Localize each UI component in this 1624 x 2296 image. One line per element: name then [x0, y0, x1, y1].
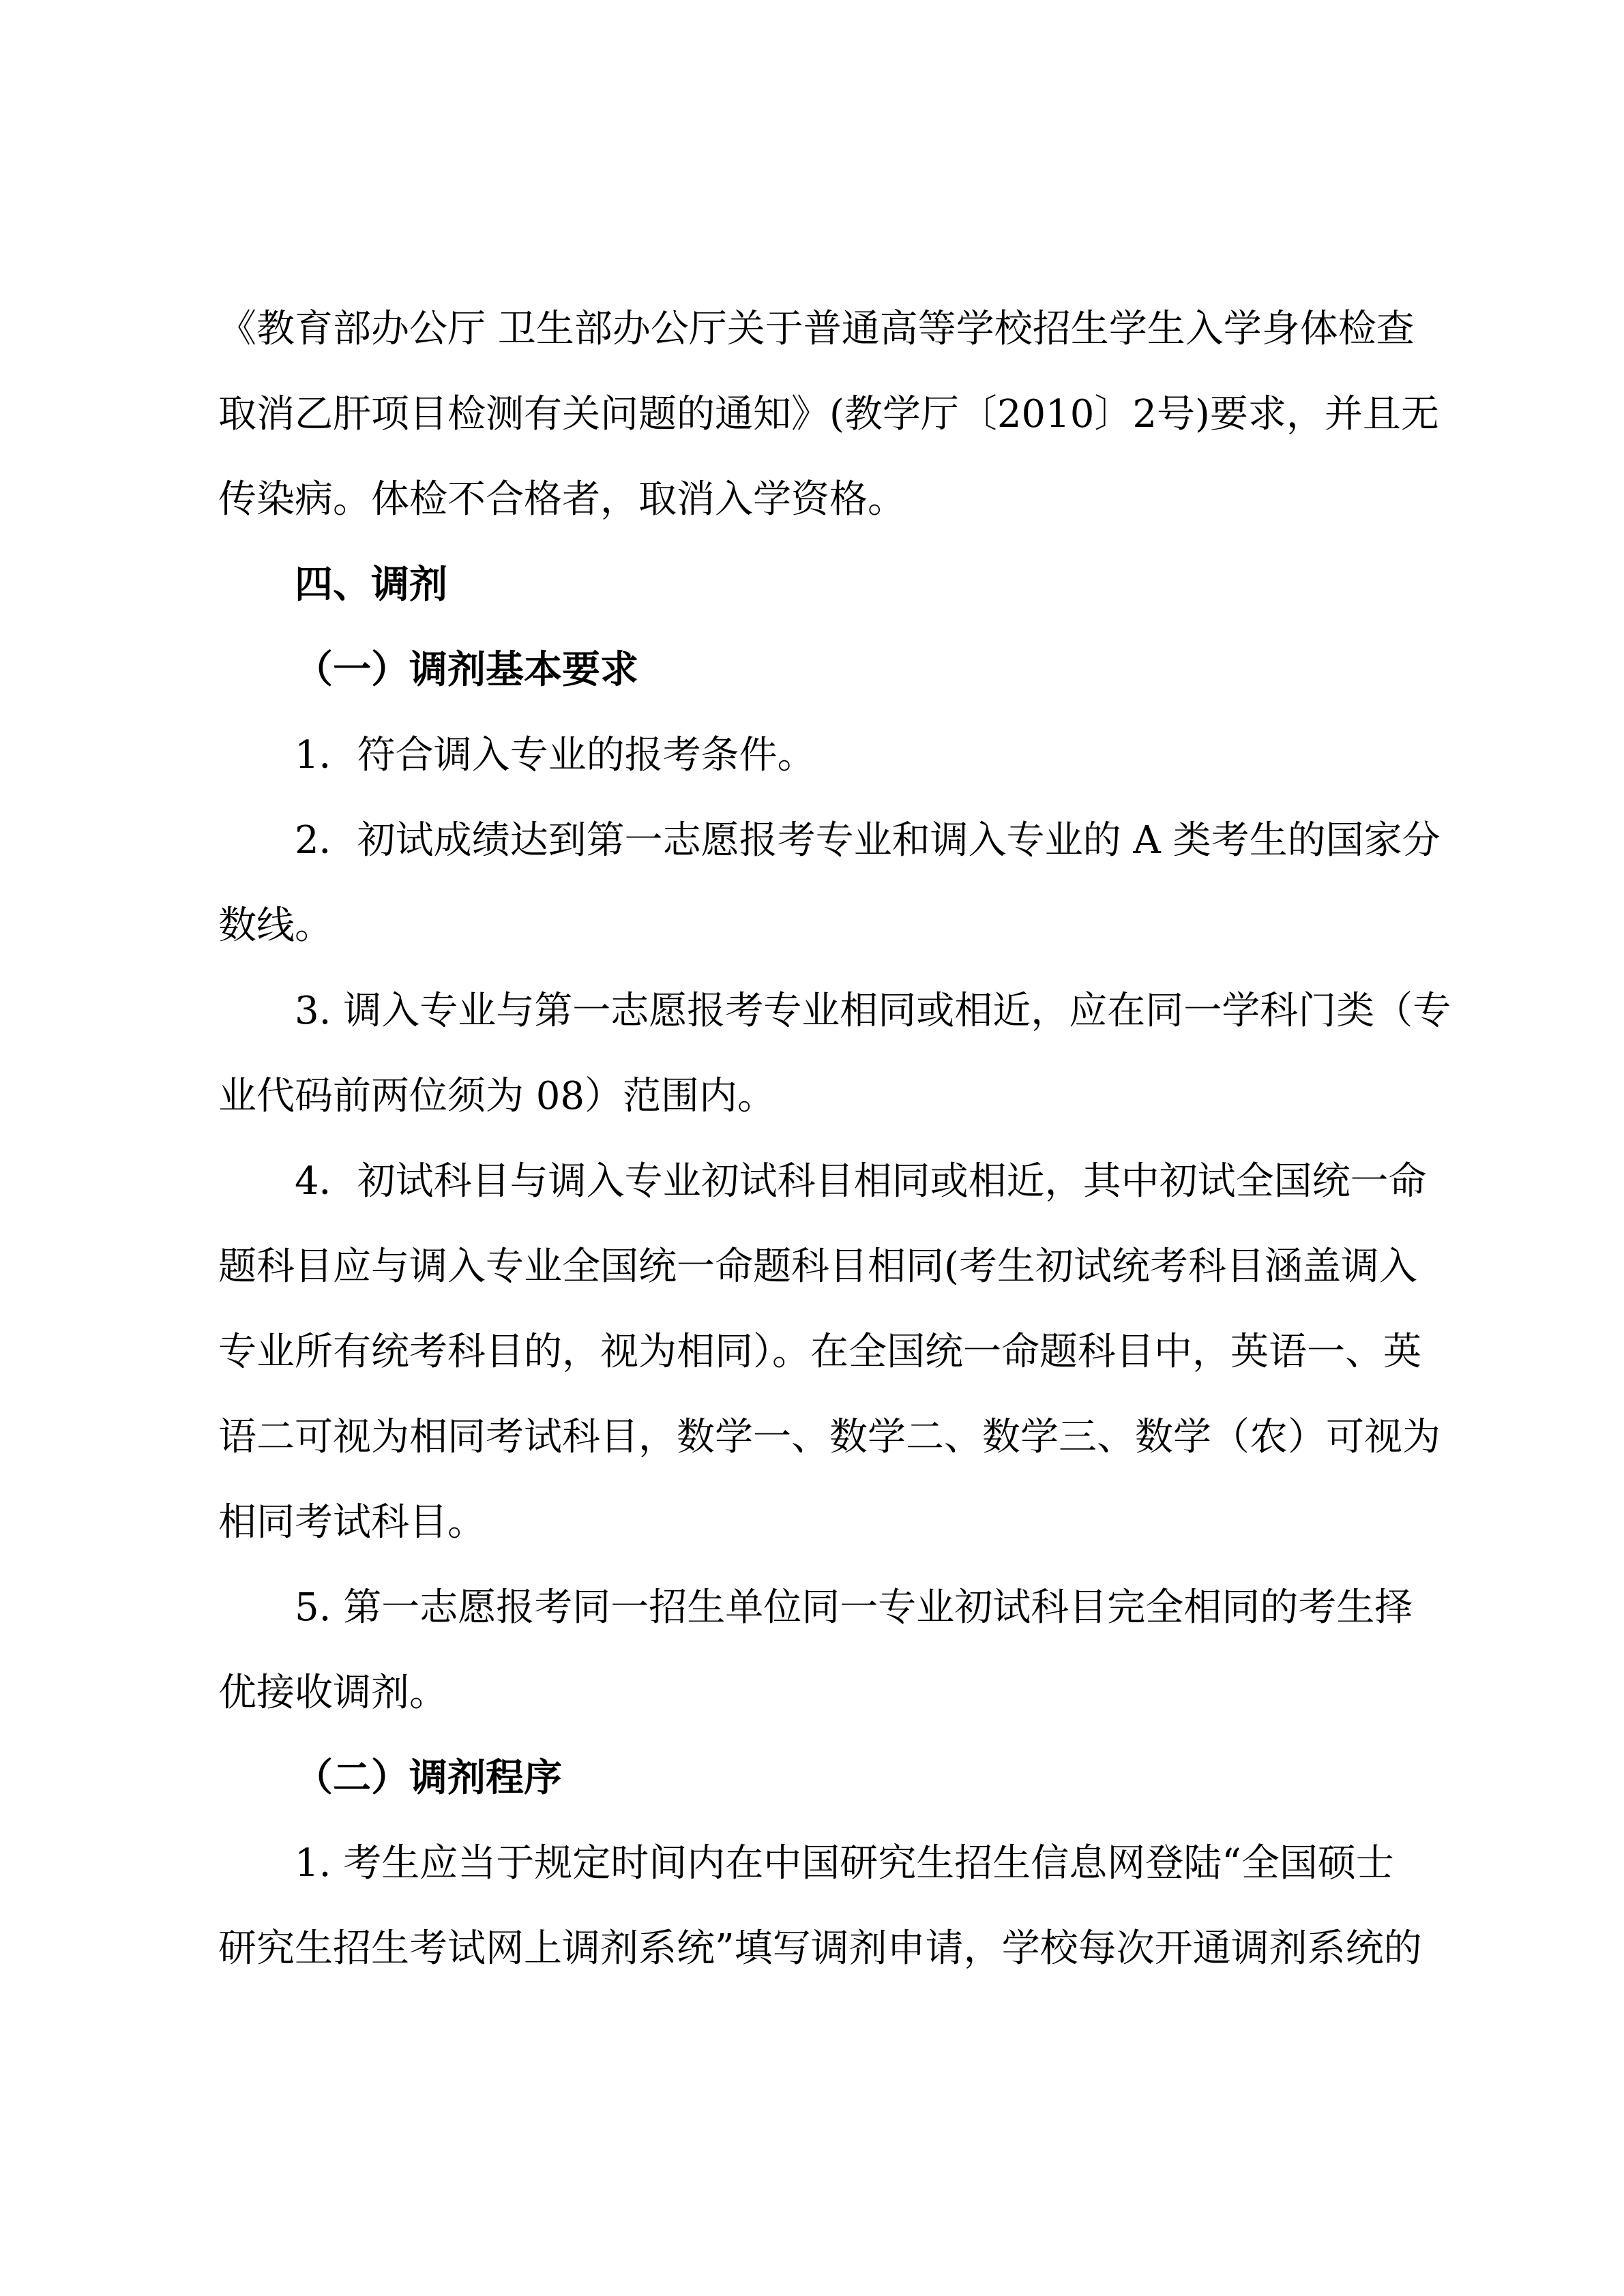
- list-item-line: 1．符合调入专业的报考条件。: [295, 733, 816, 777]
- body-line: 取消乙肝项目检测有关问题的通知》(教学厅〔2010〕2号)要求，并且无: [218, 392, 1439, 436]
- body-line: 优接收调剂。: [218, 1671, 447, 1715]
- list-item-line: 1. 考生应当于规定时间内在中国研究生招生信息网登陆“全国硕士: [295, 1841, 1394, 1885]
- list-item-line: 2．初试成绩达到第一志愿报考专业和调入专业的 A 类考生的国家分: [295, 818, 1441, 863]
- list-item-line: 4．初试科目与调入专业初试科目相同或相近，其中初试全国统一命: [295, 1159, 1427, 1204]
- subsection-heading: （一）调剂基本要求: [295, 647, 638, 692]
- body-line: 《教育部办公厅 卫生部办公厅关于普通高等学校招生学生入学身体检查: [218, 307, 1415, 351]
- list-item-line: 5. 第一志愿报考同一招生单位同一专业初试科目完全相同的考生择: [295, 1585, 1413, 1630]
- body-line: 题科目应与调入专业全国统一命题科目相同(考生初试统考科目涵盖调入: [218, 1244, 1417, 1289]
- subsection-heading: （二）调剂程序: [295, 1755, 562, 1800]
- section-heading: 四、调剂: [295, 562, 447, 607]
- body-line: 传染病。体检不合格者，取消入学资格。: [218, 477, 906, 522]
- list-item-line: 3. 调入专业与第一志愿报考专业相同或相近，应在同一学科门类（专: [295, 989, 1451, 1033]
- body-line: 相同考试科目。: [218, 1500, 486, 1545]
- body-line: 业代码前两位须为 08）范围内。: [218, 1074, 776, 1118]
- body-line: 研究生招生考试网上调剂系统”填写调剂申请，学校每次开通调剂系统的: [218, 1926, 1422, 1971]
- body-line: 数线。: [218, 904, 333, 948]
- body-line: 专业所有统考科目的，视为相同）。在全国统一命题科目中，英语一、英: [218, 1330, 1421, 1374]
- document-text-block: [218, 286, 1451, 1991]
- body-line: 语二可视为相同考试科目，数学一、数学二、数学三、数学（农）可视为: [218, 1415, 1441, 1459]
